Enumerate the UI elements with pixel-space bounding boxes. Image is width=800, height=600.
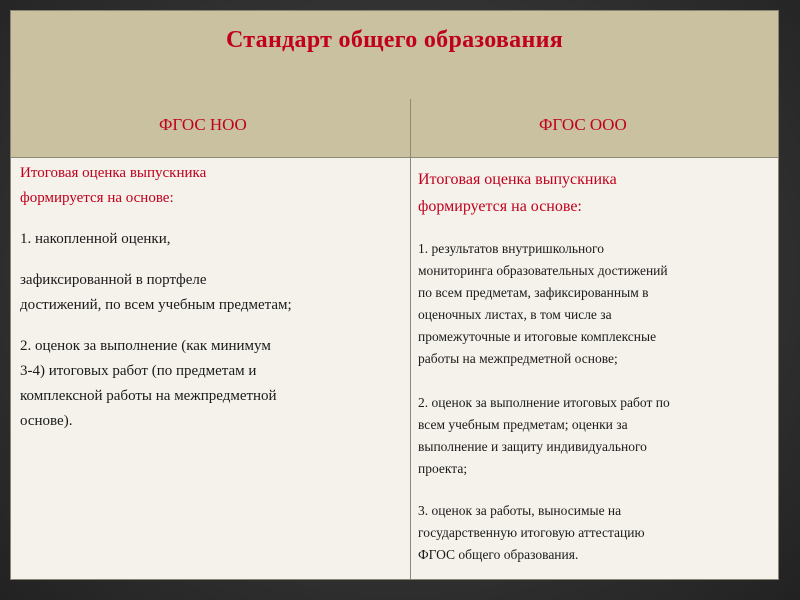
ooo-item-2-line-1: 2. оценок за выполнение итоговых работ по xyxy=(418,395,670,410)
ooo-lead-line-1: Итоговая оценка выпускника xyxy=(418,171,617,188)
ooo-item-1-line-5: промежуточные и итоговые комплексные xyxy=(418,329,657,344)
ooo-item-1-line-1: 1. результатов внутришкольного xyxy=(418,241,604,256)
noo-lead-line-1: Итоговая оценка выпускника xyxy=(20,165,207,181)
ooo-item-1-line-6: работы на межпредметной основе; xyxy=(418,351,618,366)
cell-ooo-content xyxy=(411,158,778,579)
noo-item-2-line-4: основе). xyxy=(20,413,73,429)
ooo-item-1-line-3: по всем предметам, зафиксированным в xyxy=(418,285,649,300)
column-header-ooo xyxy=(411,99,778,157)
column-header-noo xyxy=(11,99,411,157)
ooo-item-3-line-1: 3. оценок за работы, выносимые на xyxy=(418,503,622,518)
ooo-lead-line-2: формируется на основе: xyxy=(418,198,582,215)
cell-noo-content xyxy=(11,158,411,579)
column-header-noo-label: ФГОС НОО xyxy=(159,115,247,134)
ooo-item-2-line-2: всем учебным предметам; оценки за xyxy=(418,417,628,432)
noo-item-2-line-1: 2. оценок за выполнение (как минимум xyxy=(20,338,271,354)
noo-item-2-line-2: 3-4) итоговых работ (по предметам и xyxy=(20,363,257,379)
noo-item-1-line-3: достижений, по всем учебным предметам; xyxy=(20,297,292,313)
column-header-ooo-label: ФГОС ООО xyxy=(539,115,627,134)
comparison-table xyxy=(10,10,779,580)
ooo-item-1-line-2: мониторинга образовательных достижений xyxy=(418,263,668,278)
column-header-row xyxy=(11,99,778,158)
ooo-item-1-line-4: оценочных листах, в том числе за xyxy=(418,307,612,322)
ooo-item-3-line-2: государственную итоговую аттестацию xyxy=(418,525,645,540)
noo-item-2-line-3: комплексной работы на межпредметной xyxy=(20,388,277,404)
title-row xyxy=(11,11,778,100)
noo-lead-line-2: формируется на основе: xyxy=(20,190,174,206)
ooo-item-2-line-4: проекта; xyxy=(418,461,468,476)
ooo-item-3-line-3: ФГОС общего образования. xyxy=(418,547,579,562)
ooo-item-2-line-3: выполнение и защиту индивидуального xyxy=(418,439,647,454)
noo-item-1-line-2: зафиксированной в портфеле xyxy=(20,272,207,288)
noo-item-1-line-1: 1. накопленной оценки, xyxy=(20,231,171,247)
slide-title: Стандарт общего образования xyxy=(225,27,564,53)
